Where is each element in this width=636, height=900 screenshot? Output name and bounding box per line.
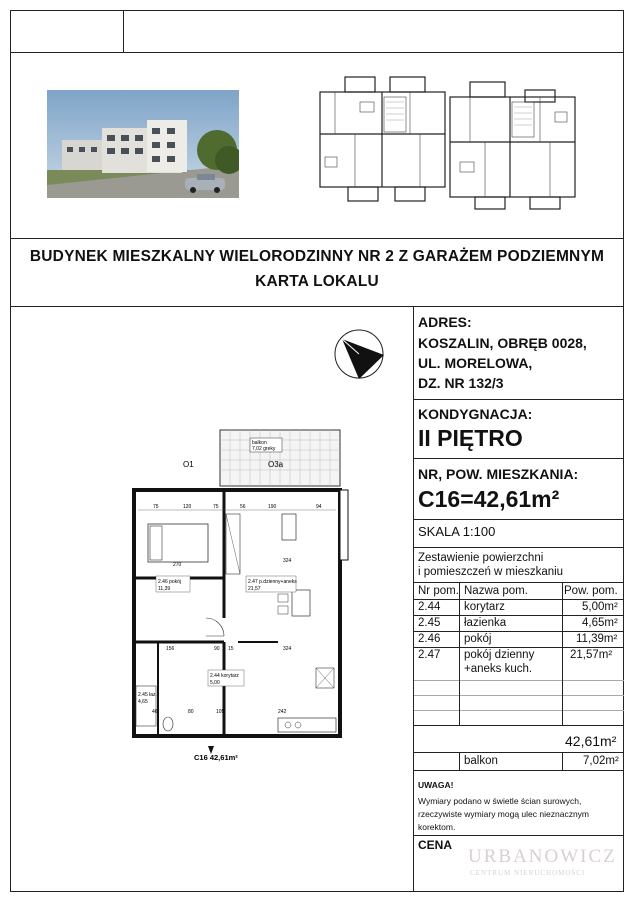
table-rule: [414, 680, 624, 681]
table-cell-name: pokój: [464, 633, 492, 645]
room-246-area: 11,39: [158, 586, 171, 592]
dim-156: 156: [166, 646, 175, 652]
notes-label: UWAGA!: [418, 780, 454, 790]
total-area: 42,61m²: [565, 733, 617, 749]
window-label-o3a: O3a: [268, 460, 284, 469]
document-title: BUDYNEK MIESZKALNY WIELORODZINNY NR 2 Z GARAŻEM PODZIEMNYM: [29, 248, 605, 265]
room-245-label: 2.45 łaz.: [138, 692, 157, 698]
building-photo: [47, 90, 239, 198]
balcony-tag: balkon: [252, 440, 267, 446]
address-line2: UL. MORELOWA,: [418, 355, 533, 371]
notes-line2: rzeczywiste wymiary mogą ulec nieznacznym: [418, 809, 589, 819]
dim-90: 90: [214, 646, 220, 652]
table-row: [414, 649, 624, 679]
header-divider: [10, 52, 624, 53]
address-rule: [413, 399, 624, 400]
floor-label: KONDYGNACJA:: [418, 406, 533, 422]
table-cell-name: korytarz: [464, 601, 505, 613]
room-247-label: 2.47 p.dzienny+aneks: [248, 579, 297, 585]
table-cell-name: łazienka: [464, 617, 507, 629]
dim-242: 242: [278, 709, 287, 715]
table-header-name: Nazwa pom.: [464, 585, 528, 597]
notes-rule: [413, 835, 624, 836]
apartment-value: C16=42,61m²: [418, 486, 560, 512]
table-header-area: Pow. pom.: [564, 585, 618, 597]
balcony-col-rule: [459, 752, 460, 770]
address-line3: DZ. NR 132/3: [418, 375, 504, 391]
table-cell-nr: 2.44: [418, 601, 441, 613]
table-rule: [414, 615, 624, 616]
dim-75b: 75: [213, 504, 219, 510]
price-label: CENA: [418, 838, 453, 852]
apartment-plan: [128, 428, 354, 762]
scale-label: SKALA 1:100: [418, 524, 496, 539]
table-cell-area: 21,57m²: [570, 649, 613, 661]
room-244-label: 2.44 korytarz: [210, 673, 239, 679]
window-label-o1: O1: [183, 460, 194, 469]
north-arrow-icon: [330, 325, 388, 383]
table-rule: [414, 599, 624, 600]
title-top-rule: [10, 238, 624, 239]
table-rule: [414, 725, 624, 726]
table-cell-area: 4,65m²: [582, 617, 618, 629]
title-bottom-rule: [10, 306, 624, 307]
table-col-rule: [562, 582, 563, 725]
table-cell-nr: 2.45: [418, 617, 441, 629]
dim-46: 46: [152, 709, 158, 715]
balcony-col-rule: [562, 752, 563, 770]
table-rule: [414, 695, 624, 696]
room-244-area: 5,00: [210, 680, 220, 686]
table-cell-name: pokój dzienny: [464, 649, 535, 661]
table-heading-line2: i pomieszczeń w mieszkaniu: [418, 566, 564, 578]
table-header-nr: Nr pom.: [418, 585, 459, 597]
total-rule: [413, 752, 624, 753]
apartment-label: NR, POW. MIESZKANIA:: [418, 466, 579, 482]
document-subtitle: KARTA LOKALU: [255, 273, 379, 290]
table-cell-nr: 2.46: [418, 633, 441, 645]
scale-rule: [413, 547, 624, 548]
address-label: ADRES:: [418, 314, 472, 330]
floor-rule: [413, 458, 624, 459]
floor-value: II PIĘTRO: [418, 425, 523, 451]
balcony-area: 7,02m²: [583, 755, 619, 767]
dim-190: 190: [268, 504, 277, 510]
table-cell-area: 5,00m²: [582, 601, 618, 613]
apartment-rule: [413, 519, 624, 520]
dim-56: 56: [240, 504, 246, 510]
table-heading-line1: Zestawienie powierzchni: [418, 552, 544, 564]
storey-plan: [300, 72, 600, 212]
room-246-label: 2.46 pokój: [158, 579, 182, 585]
balcony-label: balkon: [464, 755, 498, 767]
table-rule: [414, 710, 624, 711]
rooms-table: [414, 550, 624, 750]
header-cell-divider: [123, 10, 124, 52]
room-245-area: 4,65: [138, 699, 148, 705]
table-cell-name-continued: +aneks kuch.: [464, 663, 533, 675]
address-line1: KOSZALIN, OBRĘB 0028,: [418, 335, 587, 351]
dim-324: 324: [283, 558, 292, 564]
dim-324b: 324: [283, 646, 292, 652]
dim-80: 80: [188, 709, 194, 715]
watermark-subtitle: CENTRUM NIERUCHOMOŚCI: [470, 869, 586, 877]
table-row: [414, 633, 624, 648]
dim-94: 94: [316, 504, 322, 510]
watermark-logo: URBANOWICZ: [468, 846, 617, 867]
dim-105: 105: [216, 709, 225, 715]
table-rule: [414, 647, 624, 648]
plan-caption: C16 42,61m²: [194, 753, 238, 762]
table-cell-area: 11,39m²: [576, 633, 618, 645]
balcony-rule: [413, 770, 624, 771]
table-row: [414, 601, 624, 616]
table-col-rule: [459, 582, 460, 725]
room-247-area: 21,57: [248, 586, 261, 592]
dim-270: 270: [173, 562, 182, 568]
balcony-tag-area: 7,02 greky: [252, 446, 276, 452]
table-rule: [414, 582, 624, 583]
table-row: [414, 617, 624, 632]
notes-line1: Wymiary podano w świetle ścian surowych,: [418, 796, 582, 806]
dim-15: 15: [228, 646, 234, 652]
dim-120: 120: [183, 504, 192, 510]
notes-line3: korektom.: [418, 822, 456, 832]
table-header-row: [414, 585, 624, 600]
table-cell-nr: 2.47: [418, 649, 441, 661]
dim-75: 75: [153, 504, 159, 510]
table-rule: [414, 631, 624, 632]
